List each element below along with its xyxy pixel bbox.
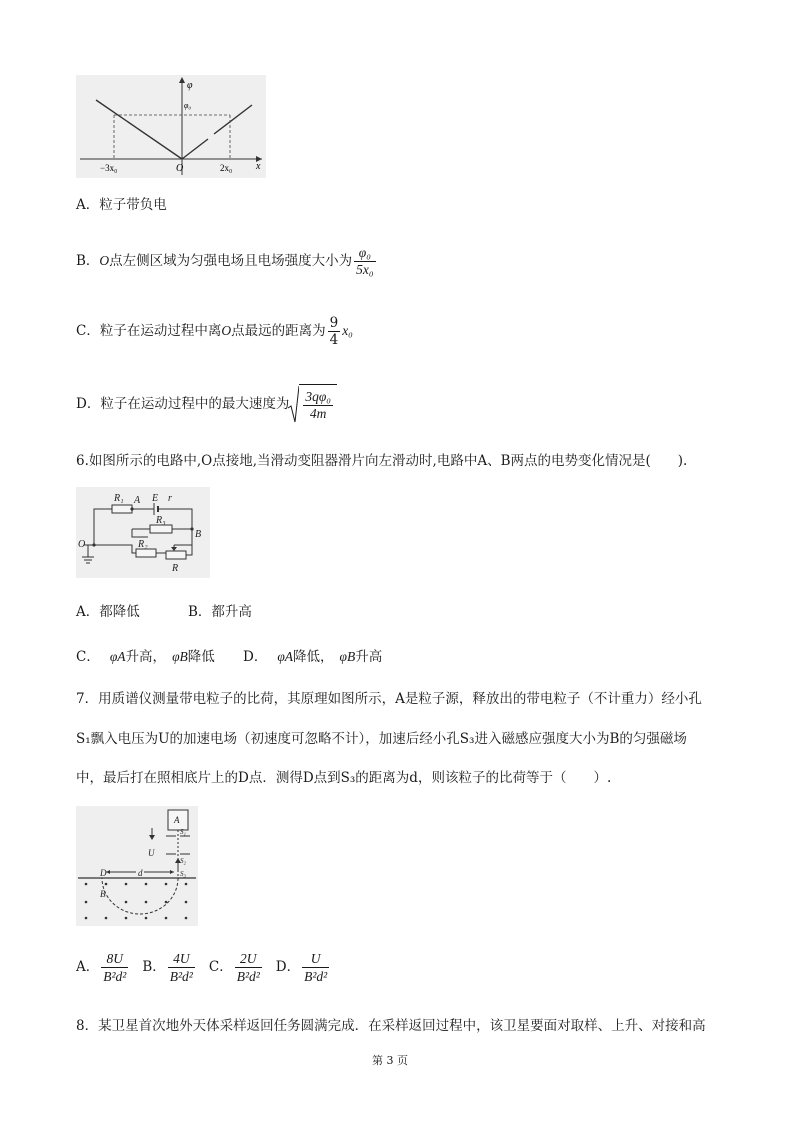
- option-text: 升高，: [125, 649, 167, 665]
- phi-label: φ: [187, 80, 193, 91]
- neg3x0-label: −3x₀: [100, 163, 118, 173]
- option-label-c: C．: [208, 959, 233, 975]
- option-text: D．粒子在运动过程中的最大速度为: [76, 396, 290, 412]
- option-label-a: A．: [76, 959, 100, 975]
- option-label-d: D．: [275, 959, 301, 975]
- denominator: B²d²: [236, 969, 260, 984]
- label-e: E: [152, 493, 159, 504]
- fraction: [354, 245, 375, 278]
- denominator: 5x₀: [356, 262, 374, 277]
- q6-option-c: [76, 645, 215, 665]
- label-r2: R₂: [138, 539, 148, 550]
- circuit-diagram: [76, 487, 210, 578]
- q5-option-c: [76, 314, 353, 348]
- option-text: 降低，: [293, 649, 334, 665]
- q6-option-d: [243, 645, 382, 665]
- option-text: 升高: [355, 649, 383, 665]
- point-o: O: [99, 253, 110, 268]
- label-r1: R₁: [114, 493, 124, 504]
- fraction: [303, 389, 333, 422]
- numerator: φ₀: [358, 245, 371, 260]
- denominator: B²d²: [103, 969, 127, 984]
- sqrt-expression: [289, 384, 337, 425]
- question-8-stem: 8．某卫星首次地外天体采样返回任务圆满完成．在采样返回过程中，该卫星要面对取样、上升、对接和高: [76, 1018, 706, 1034]
- fraction: [328, 315, 341, 348]
- right-line-lower: [182, 139, 208, 159]
- option-label: B．: [76, 253, 100, 269]
- page-number: 第 3 页: [372, 1054, 408, 1067]
- numerator: 3qφ₀: [305, 389, 331, 404]
- label-s3: S₃: [180, 870, 186, 878]
- label-b: B: [195, 529, 202, 540]
- denominator: B²d²: [304, 969, 328, 984]
- radical-sign-icon: [287, 384, 299, 424]
- q6-option-b: B．都升高: [188, 604, 252, 620]
- label-r: r: [168, 493, 172, 504]
- denominator: 4m: [303, 405, 333, 422]
- label-u: U: [148, 848, 155, 858]
- numerator: 2U: [240, 951, 257, 966]
- option-label-b: B．: [142, 959, 166, 975]
- q5-option-b: [76, 244, 378, 278]
- label-d-distance: d: [138, 868, 143, 878]
- mass-spectrometer-svg: [76, 806, 198, 926]
- label-r3: R₃: [156, 515, 166, 526]
- phi-a: φA: [109, 649, 126, 664]
- q7-options: [76, 950, 331, 985]
- label-s2: S₂: [180, 857, 186, 865]
- label-a: A: [174, 815, 180, 825]
- q6-option-a: A．都降低: [76, 604, 140, 620]
- label-o: O: [78, 539, 86, 550]
- q5-option-d: [76, 384, 337, 425]
- denominator: B²d²: [169, 969, 193, 984]
- option-b-fraction: [168, 950, 195, 985]
- x0: x₀: [342, 323, 353, 338]
- phi-b: φB: [172, 649, 188, 664]
- left-line: [96, 100, 182, 159]
- potential-graph: [76, 75, 266, 178]
- label-b-field: B: [100, 889, 106, 899]
- option-text: 点左侧区域为匀强电场且电场强度大小为: [109, 253, 353, 269]
- numerator: U: [310, 951, 321, 966]
- circuit-svg: [76, 487, 210, 578]
- q5-option-a: A．粒子带负电: [76, 197, 167, 213]
- mass-spectrometer-diagram: [76, 806, 198, 926]
- point-o: O: [221, 323, 232, 338]
- phi0-label: φ₀: [184, 101, 192, 110]
- numerator: 8U: [106, 951, 124, 966]
- option-c-fraction: [235, 950, 262, 985]
- numerator: 9: [329, 315, 339, 331]
- phi-a: φA: [277, 649, 294, 664]
- option-label: D．: [243, 649, 268, 665]
- label-rheostat: R: [172, 563, 179, 574]
- option-text: 点最远的距离为: [231, 323, 326, 339]
- question-6-stem: 6.如图所示的电路中,O点接地,当滑动变阻器滑片向左滑动时,电路中A、B两点的电势变化情况是( ).: [76, 453, 688, 469]
- numerator: 4U: [173, 951, 190, 966]
- origin-label: O: [176, 163, 184, 174]
- question-7-line-1: 7．用质谱仪测量带电粒子的比荷，其原理如图所示，A是粒子源，释放出的带电粒子（不计重力）经小孔: [76, 691, 702, 707]
- label-s1: S₁: [180, 828, 186, 836]
- option-a-fraction: [101, 950, 128, 985]
- question-7-line-2: S₁飘入电压为U的加速电场（初速度可忽略不计），加速后经小孔S₃进入磁感应强度大小为B的匀强磁场: [76, 731, 687, 747]
- x-axis-label: x: [256, 161, 261, 172]
- option-text: 降低: [187, 649, 215, 665]
- potential-graph-svg: [76, 75, 266, 178]
- denominator: 4: [329, 332, 339, 348]
- label-a: A: [134, 495, 141, 506]
- option-d-fraction: [302, 950, 329, 985]
- label-d-point: D: [100, 868, 107, 878]
- 2x0-label: 2x₀: [220, 163, 233, 173]
- question-7-line-3: 中，最后打在照相底片上的D点．测得D点到S₃的距离为d，则该粒子的比荷等于（ ）.: [76, 770, 612, 786]
- phi-b: φB: [339, 649, 356, 664]
- right-line-upper: [214, 105, 252, 134]
- option-label: C．: [76, 649, 100, 665]
- option-text: C．粒子在运动过程中离: [76, 323, 222, 339]
